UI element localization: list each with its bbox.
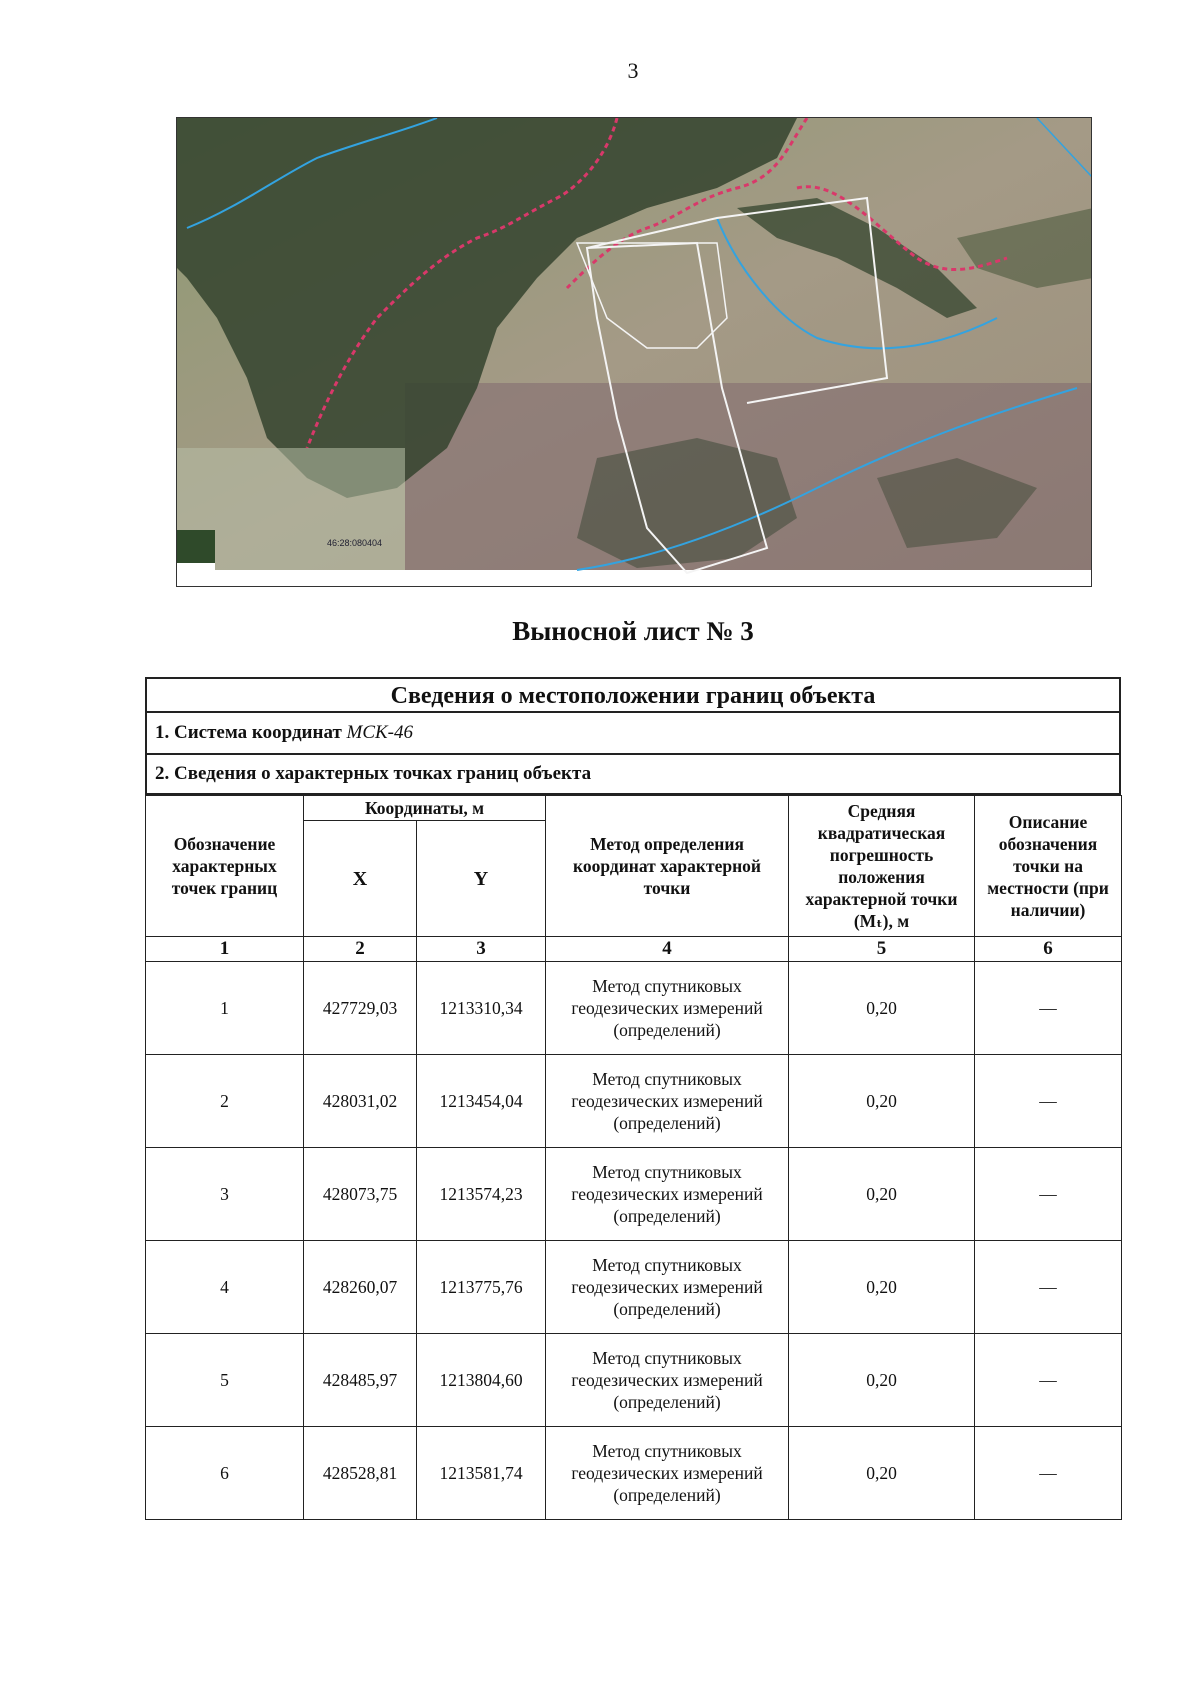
- x-coordinate: 428528,81: [304, 1427, 417, 1520]
- point-number: 3: [146, 1148, 304, 1241]
- description-cell: —: [975, 1427, 1122, 1520]
- header-method: Метод определения координат характерной точки: [546, 796, 789, 937]
- table-row: [146, 1148, 1122, 1241]
- coordinate-system-value: МСК-46: [346, 722, 413, 743]
- sheet-title: Выносной лист № 3: [512, 616, 754, 646]
- column-number: 1: [146, 937, 304, 962]
- point-number: 5: [146, 1334, 304, 1427]
- description-cell: —: [975, 962, 1122, 1055]
- coordinate-system-line: [145, 713, 1121, 755]
- coordinate-system-label: 1. Система координат: [155, 722, 342, 743]
- header-description: Описание обозначения точки на местности (при наличии): [975, 796, 1122, 937]
- table-row: [146, 1334, 1122, 1427]
- column-number: 4: [546, 937, 789, 962]
- points-table: [145, 795, 1122, 1520]
- method-cell: Метод спутниковых геодезических измерений (определений): [546, 1055, 789, 1148]
- error-cell: 0,20: [789, 1055, 975, 1148]
- map-image: [177, 118, 1092, 587]
- header-coordinates: Координаты, м: [304, 796, 546, 821]
- y-coordinate: 1213804,60: [417, 1334, 546, 1427]
- point-number: 6: [146, 1427, 304, 1520]
- x-coordinate: 428485,97: [304, 1334, 417, 1427]
- points-heading: 2. Сведения о характерных точках границ объекта: [145, 755, 1121, 795]
- method-cell: Метод спутниковых геодезических измерений (определений): [546, 1334, 789, 1427]
- error-cell: 0,20: [789, 1241, 975, 1334]
- table-row: [146, 1427, 1122, 1520]
- description-cell: —: [975, 1055, 1122, 1148]
- error-cell: 0,20: [789, 1148, 975, 1241]
- header-error: Средняя квадратическая погрешность положения характерной точки (Mₜ), м: [789, 796, 975, 937]
- error-cell: 0,20: [789, 962, 975, 1055]
- point-number: 1: [146, 962, 304, 1055]
- boundary-info-table: [145, 677, 1121, 1520]
- table-row: [146, 1055, 1122, 1148]
- header-x: X: [304, 821, 417, 937]
- column-number: 5: [789, 937, 975, 962]
- table-row: [146, 962, 1122, 1055]
- y-coordinate: 1213775,76: [417, 1241, 546, 1334]
- x-coordinate: 427729,03: [304, 962, 417, 1055]
- point-number: 2: [146, 1055, 304, 1148]
- description-cell: —: [975, 1334, 1122, 1427]
- column-number: 6: [975, 937, 1122, 962]
- method-cell: Метод спутниковых геодезических измерений (определений): [546, 1148, 789, 1241]
- column-numbers-row: [146, 937, 1122, 962]
- method-cell: Метод спутниковых геодезических измерений (определений): [546, 1427, 789, 1520]
- y-coordinate: 1213454,04: [417, 1055, 546, 1148]
- method-cell: Метод спутниковых геодезических измерений (определений): [546, 1241, 789, 1334]
- table-row: [146, 1241, 1122, 1334]
- error-cell: 0,20: [789, 1334, 975, 1427]
- column-number: 3: [417, 937, 546, 962]
- header-point-designation: Обозначение характерных точек границ: [146, 796, 304, 937]
- y-coordinate: 1213581,74: [417, 1427, 546, 1520]
- y-coordinate: 1213574,23: [417, 1148, 546, 1241]
- method-cell: Метод спутниковых геодезических измерений (определений): [546, 962, 789, 1055]
- satellite-map: [176, 117, 1092, 587]
- error-cell: 0,20: [789, 1427, 975, 1520]
- description-cell: —: [975, 1241, 1122, 1334]
- x-coordinate: 428031,02: [304, 1055, 417, 1148]
- x-coordinate: 428260,07: [304, 1241, 417, 1334]
- map-label: 46:28:080404: [327, 538, 383, 548]
- x-coordinate: 428073,75: [304, 1148, 417, 1241]
- header-y: Y: [417, 821, 546, 937]
- description-cell: —: [975, 1148, 1122, 1241]
- column-number: 2: [304, 937, 417, 962]
- point-number: 4: [146, 1241, 304, 1334]
- page-number: 3: [627, 58, 639, 83]
- section-heading: Сведения о местоположении границ объекта: [145, 677, 1121, 713]
- y-coordinate: 1213310,34: [417, 962, 546, 1055]
